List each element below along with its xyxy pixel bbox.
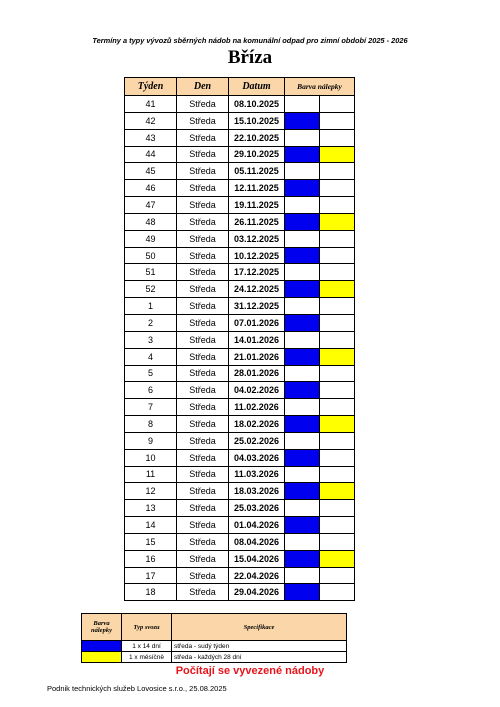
yellow-sticker-cell bbox=[320, 533, 355, 550]
day-cell: Středa bbox=[177, 112, 229, 129]
yellow-sticker-cell bbox=[320, 264, 355, 281]
schedule-row bbox=[125, 281, 355, 298]
yellow-sticker-cell bbox=[320, 96, 355, 113]
week-cell: 2 bbox=[125, 314, 177, 331]
date-cell: 18.03.2026 bbox=[229, 483, 285, 500]
week-cell: 8 bbox=[125, 416, 177, 433]
week-cell: 47 bbox=[125, 197, 177, 214]
blue-sticker-cell bbox=[285, 281, 320, 298]
day-cell: Středa bbox=[177, 483, 229, 500]
legend-type: 1 x 14 dní bbox=[122, 641, 172, 652]
week-cell: 3 bbox=[125, 331, 177, 348]
date-cell: 19.11.2025 bbox=[229, 197, 285, 214]
week-cell: 44 bbox=[125, 146, 177, 163]
legend-table bbox=[81, 613, 347, 663]
date-cell: 18.02.2026 bbox=[229, 416, 285, 433]
date-cell: 21.01.2026 bbox=[229, 348, 285, 365]
schedule-row bbox=[125, 432, 355, 449]
blue-sticker-cell bbox=[285, 314, 320, 331]
day-cell: Středa bbox=[177, 348, 229, 365]
blue-sticker-cell bbox=[285, 163, 320, 180]
yellow-sticker-cell bbox=[320, 365, 355, 382]
schedule-row bbox=[125, 112, 355, 129]
column-header-day: Den bbox=[177, 78, 229, 96]
yellow-sticker-cell bbox=[320, 281, 355, 298]
day-cell: Středa bbox=[177, 281, 229, 298]
yellow-sticker-cell bbox=[320, 197, 355, 214]
week-cell: 18 bbox=[125, 584, 177, 601]
week-cell: 52 bbox=[125, 281, 177, 298]
blue-sticker-cell bbox=[285, 399, 320, 416]
blue-sticker-cell bbox=[285, 331, 320, 348]
date-cell: 08.10.2025 bbox=[229, 96, 285, 113]
week-cell: 1 bbox=[125, 298, 177, 315]
blue-sticker-cell bbox=[285, 247, 320, 264]
yellow-sticker-cell bbox=[320, 348, 355, 365]
date-cell: 25.02.2026 bbox=[229, 432, 285, 449]
legend-spec: středa - sudý týden bbox=[172, 641, 347, 652]
day-cell: Středa bbox=[177, 584, 229, 601]
legend-swatch-blue bbox=[82, 641, 122, 652]
blue-sticker-cell bbox=[285, 550, 320, 567]
schedule-row bbox=[125, 584, 355, 601]
blue-sticker-cell bbox=[285, 180, 320, 197]
day-cell: Středa bbox=[177, 163, 229, 180]
yellow-sticker-cell bbox=[320, 432, 355, 449]
column-header-sticker-color: Barva nálepky bbox=[285, 78, 355, 96]
yellow-sticker-cell bbox=[320, 449, 355, 466]
day-cell: Středa bbox=[177, 567, 229, 584]
day-cell: Středa bbox=[177, 466, 229, 483]
day-cell: Středa bbox=[177, 264, 229, 281]
day-cell: Středa bbox=[177, 432, 229, 449]
date-cell: 31.12.2025 bbox=[229, 298, 285, 315]
counted-bins-note: Počítají se vyvezené nádoby bbox=[175, 665, 325, 677]
blue-sticker-cell bbox=[285, 213, 320, 230]
schedule-row bbox=[125, 230, 355, 247]
yellow-sticker-cell bbox=[320, 500, 355, 517]
date-cell: 15.10.2025 bbox=[229, 112, 285, 129]
schedule-table bbox=[124, 77, 355, 601]
yellow-sticker-cell bbox=[320, 180, 355, 197]
week-cell: 46 bbox=[125, 180, 177, 197]
legend-row-yellow bbox=[82, 652, 347, 663]
week-cell: 51 bbox=[125, 264, 177, 281]
footer-company-date: Podnik technických služeb Lovosice s.r.o., 25.08.2025 bbox=[47, 684, 227, 693]
schedule-row bbox=[125, 416, 355, 433]
yellow-sticker-cell bbox=[320, 567, 355, 584]
day-cell: Středa bbox=[177, 213, 229, 230]
day-cell: Středa bbox=[177, 382, 229, 399]
yellow-sticker-cell bbox=[320, 517, 355, 534]
week-cell: 48 bbox=[125, 213, 177, 230]
day-cell: Středa bbox=[177, 416, 229, 433]
week-cell: 15 bbox=[125, 533, 177, 550]
blue-sticker-cell bbox=[285, 382, 320, 399]
date-cell: 04.02.2026 bbox=[229, 382, 285, 399]
week-cell: 43 bbox=[125, 129, 177, 146]
date-cell: 29.10.2025 bbox=[229, 146, 285, 163]
schedule-row bbox=[125, 533, 355, 550]
date-cell: 11.03.2026 bbox=[229, 466, 285, 483]
schedule-header-row bbox=[125, 78, 355, 96]
day-cell: Středa bbox=[177, 96, 229, 113]
day-cell: Středa bbox=[177, 314, 229, 331]
date-cell: 10.12.2025 bbox=[229, 247, 285, 264]
yellow-sticker-cell bbox=[320, 298, 355, 315]
blue-sticker-cell bbox=[285, 517, 320, 534]
schedule-row bbox=[125, 298, 355, 315]
blue-sticker-cell bbox=[285, 197, 320, 214]
document-header: Termíny a typy vývozů sběrných nádob na komunální odpad pro zimní období 2025 - 2026 bbox=[92, 36, 408, 45]
week-cell: 13 bbox=[125, 500, 177, 517]
date-cell: 22.04.2026 bbox=[229, 567, 285, 584]
legend-type: 1 x měsíčně bbox=[122, 652, 172, 663]
week-cell: 17 bbox=[125, 567, 177, 584]
yellow-sticker-cell bbox=[320, 382, 355, 399]
date-cell: 22.10.2025 bbox=[229, 129, 285, 146]
legend-header-type: Typ svozu bbox=[122, 614, 172, 641]
date-cell: 08.04.2026 bbox=[229, 533, 285, 550]
legend-header-row bbox=[82, 614, 347, 641]
week-cell: 14 bbox=[125, 517, 177, 534]
day-cell: Středa bbox=[177, 197, 229, 214]
blue-sticker-cell bbox=[285, 146, 320, 163]
day-cell: Středa bbox=[177, 533, 229, 550]
yellow-sticker-cell bbox=[320, 416, 355, 433]
yellow-sticker-cell bbox=[320, 213, 355, 230]
legend-swatch-yellow bbox=[82, 652, 122, 663]
schedule-row bbox=[125, 483, 355, 500]
date-cell: 25.03.2026 bbox=[229, 500, 285, 517]
date-cell: 11.02.2026 bbox=[229, 399, 285, 416]
blue-sticker-cell bbox=[285, 432, 320, 449]
blue-sticker-cell bbox=[285, 112, 320, 129]
schedule-row bbox=[125, 365, 355, 382]
date-cell: 29.04.2026 bbox=[229, 584, 285, 601]
village-title: Bříza bbox=[227, 47, 273, 68]
week-cell: 45 bbox=[125, 163, 177, 180]
schedule-row bbox=[125, 129, 355, 146]
schedule-row bbox=[125, 348, 355, 365]
date-cell: 17.12.2025 bbox=[229, 264, 285, 281]
blue-sticker-cell bbox=[285, 129, 320, 146]
date-cell: 01.04.2026 bbox=[229, 517, 285, 534]
blue-sticker-cell bbox=[285, 533, 320, 550]
yellow-sticker-cell bbox=[320, 331, 355, 348]
week-cell: 6 bbox=[125, 382, 177, 399]
yellow-sticker-cell bbox=[320, 550, 355, 567]
blue-sticker-cell bbox=[285, 483, 320, 500]
yellow-sticker-cell bbox=[320, 466, 355, 483]
yellow-sticker-cell bbox=[320, 163, 355, 180]
day-cell: Středa bbox=[177, 517, 229, 534]
schedule-row bbox=[125, 197, 355, 214]
schedule-row bbox=[125, 500, 355, 517]
schedule-row bbox=[125, 550, 355, 567]
schedule-row bbox=[125, 567, 355, 584]
week-cell: 16 bbox=[125, 550, 177, 567]
schedule-row bbox=[125, 146, 355, 163]
date-cell: 15.04.2026 bbox=[229, 550, 285, 567]
day-cell: Středa bbox=[177, 230, 229, 247]
schedule-row bbox=[125, 96, 355, 113]
day-cell: Středa bbox=[177, 500, 229, 517]
blue-sticker-cell bbox=[285, 567, 320, 584]
legend-header-color: Barva nálepky bbox=[82, 614, 122, 641]
yellow-sticker-cell bbox=[320, 247, 355, 264]
week-cell: 9 bbox=[125, 432, 177, 449]
blue-sticker-cell bbox=[285, 584, 320, 601]
blue-sticker-cell bbox=[285, 416, 320, 433]
week-cell: 11 bbox=[125, 466, 177, 483]
day-cell: Středa bbox=[177, 365, 229, 382]
legend-header-spec: Specifikace bbox=[172, 614, 347, 641]
yellow-sticker-cell bbox=[320, 314, 355, 331]
week-cell: 49 bbox=[125, 230, 177, 247]
day-cell: Středa bbox=[177, 247, 229, 264]
week-cell: 41 bbox=[125, 96, 177, 113]
schedule-row bbox=[125, 382, 355, 399]
schedule-row bbox=[125, 449, 355, 466]
week-cell: 10 bbox=[125, 449, 177, 466]
date-cell: 24.12.2025 bbox=[229, 281, 285, 298]
week-cell: 5 bbox=[125, 365, 177, 382]
schedule-row bbox=[125, 247, 355, 264]
date-cell: 03.12.2025 bbox=[229, 230, 285, 247]
blue-sticker-cell bbox=[285, 264, 320, 281]
schedule-row bbox=[125, 264, 355, 281]
blue-sticker-cell bbox=[285, 365, 320, 382]
yellow-sticker-cell bbox=[320, 584, 355, 601]
date-cell: 26.11.2025 bbox=[229, 213, 285, 230]
date-cell: 14.01.2026 bbox=[229, 331, 285, 348]
yellow-sticker-cell bbox=[320, 483, 355, 500]
date-cell: 28.01.2026 bbox=[229, 365, 285, 382]
blue-sticker-cell bbox=[285, 466, 320, 483]
blue-sticker-cell bbox=[285, 449, 320, 466]
yellow-sticker-cell bbox=[320, 112, 355, 129]
yellow-sticker-cell bbox=[320, 399, 355, 416]
week-cell: 7 bbox=[125, 399, 177, 416]
date-cell: 07.01.2026 bbox=[229, 314, 285, 331]
blue-sticker-cell bbox=[285, 96, 320, 113]
day-cell: Středa bbox=[177, 180, 229, 197]
column-header-date: Datum bbox=[229, 78, 285, 96]
day-cell: Středa bbox=[177, 399, 229, 416]
yellow-sticker-cell bbox=[320, 230, 355, 247]
column-header-week: Týden bbox=[125, 78, 177, 96]
schedule-row bbox=[125, 213, 355, 230]
legend-row-blue bbox=[82, 641, 347, 652]
day-cell: Středa bbox=[177, 331, 229, 348]
yellow-sticker-cell bbox=[320, 129, 355, 146]
schedule-row bbox=[125, 399, 355, 416]
date-cell: 05.11.2025 bbox=[229, 163, 285, 180]
schedule-row bbox=[125, 314, 355, 331]
day-cell: Středa bbox=[177, 146, 229, 163]
day-cell: Středa bbox=[177, 449, 229, 466]
schedule-row bbox=[125, 517, 355, 534]
schedule-row bbox=[125, 163, 355, 180]
schedule-body bbox=[125, 96, 355, 601]
week-cell: 4 bbox=[125, 348, 177, 365]
day-cell: Středa bbox=[177, 129, 229, 146]
blue-sticker-cell bbox=[285, 500, 320, 517]
date-cell: 12.11.2025 bbox=[229, 180, 285, 197]
blue-sticker-cell bbox=[285, 230, 320, 247]
yellow-sticker-cell bbox=[320, 146, 355, 163]
blue-sticker-cell bbox=[285, 348, 320, 365]
date-cell: 04.03.2026 bbox=[229, 449, 285, 466]
schedule-row bbox=[125, 331, 355, 348]
day-cell: Středa bbox=[177, 298, 229, 315]
day-cell: Středa bbox=[177, 550, 229, 567]
week-cell: 50 bbox=[125, 247, 177, 264]
schedule-row bbox=[125, 466, 355, 483]
blue-sticker-cell bbox=[285, 298, 320, 315]
legend-spec: středa - každých 28 dní bbox=[172, 652, 347, 663]
week-cell: 12 bbox=[125, 483, 177, 500]
week-cell: 42 bbox=[125, 112, 177, 129]
schedule-row bbox=[125, 180, 355, 197]
